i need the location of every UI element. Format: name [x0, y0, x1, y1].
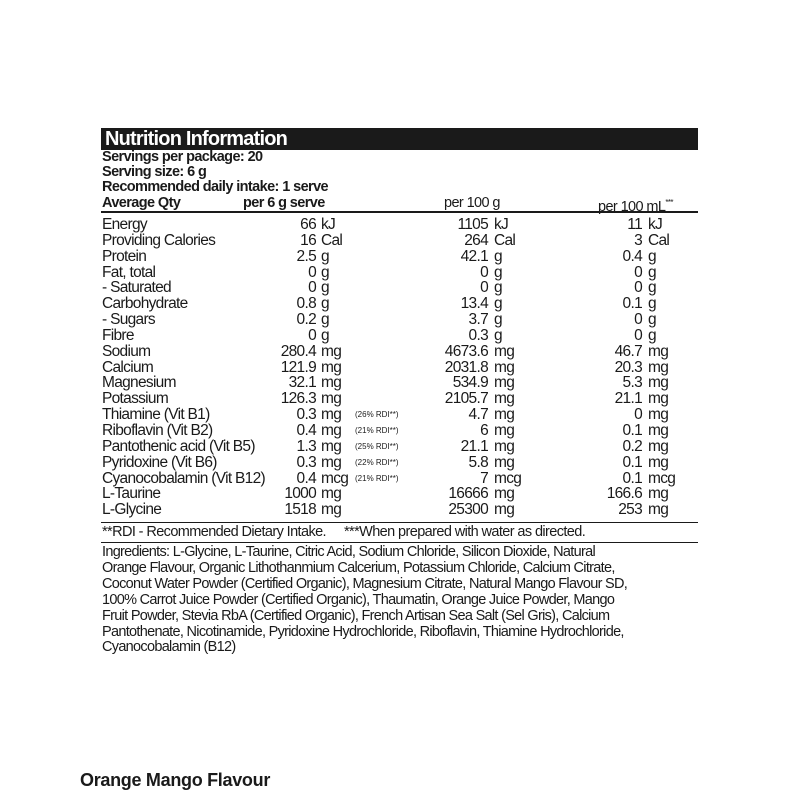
per-100ml-value: 3 [634, 231, 642, 249]
nutrient-row [101, 486, 698, 502]
header-per-serve: per 6 g serve [243, 195, 325, 211]
per-100g-value: 4673.6 [444, 342, 488, 360]
per-100ml-unit: mg [648, 437, 669, 455]
per-serve-value: 0.2 [296, 311, 316, 329]
nutrient-row [101, 423, 698, 439]
per-serve-value: 1000 [284, 485, 316, 503]
per-100ml-value: 0 [634, 263, 642, 281]
per-100ml-unit: g [648, 326, 656, 344]
rdi-percent: (21% RDI**) [355, 473, 399, 483]
per-100ml-value: 0.1 [622, 453, 642, 471]
per-serve-unit: mg [321, 374, 342, 392]
per-100g-unit: mg [494, 358, 515, 376]
nutrient-name: Pantothenic acid (Vit B5) [102, 437, 255, 455]
per-100ml-value: 5.3 [622, 374, 642, 392]
per-100g-value: 21.1 [460, 437, 488, 455]
per-100ml-value: 166.6 [606, 485, 642, 503]
footnote-rdi: **RDI - Recommended Dietary Intake. [102, 524, 326, 541]
nutrient-row [101, 249, 698, 265]
divider [101, 522, 698, 523]
per-100ml-value: 0.1 [622, 295, 642, 313]
per-100ml-unit: mg [648, 485, 669, 503]
nutrient-name: Magnesium [102, 374, 176, 392]
nutrient-name: Cyanocobalamin (Vit B12) [102, 469, 265, 487]
per-100g-unit: mg [494, 501, 515, 519]
per-100ml-value: 0 [634, 311, 642, 329]
header-average-qty: Average Qty [102, 195, 181, 211]
nutrient-rows [101, 213, 698, 518]
rdi-percent: (25% RDI**) [355, 441, 399, 451]
per-serve-value: 0.8 [296, 295, 316, 313]
per-100g-unit: mg [494, 437, 515, 455]
per-serve-value: 0 [308, 263, 316, 281]
nutrient-name: Energy [102, 216, 147, 233]
per-100ml-unit: mg [648, 501, 669, 519]
per-100g-unit: g [494, 311, 502, 329]
per-100g-unit: mg [494, 406, 515, 424]
per-100g-unit: Cal [494, 231, 516, 249]
per-serve-unit: mcg [321, 469, 349, 487]
per-100ml-unit: g [648, 295, 656, 313]
per-serve-value: 280.4 [280, 342, 316, 360]
per-100ml-unit: g [648, 247, 656, 265]
per-serve-unit: g [321, 295, 329, 313]
per-serve-unit: Cal [321, 231, 343, 249]
nutrient-row [101, 217, 698, 233]
per-serve-unit: g [321, 279, 329, 297]
per-serve-unit: mg [321, 453, 342, 471]
per-100g-unit: g [494, 279, 502, 297]
per-100g-value: 0.3 [468, 326, 488, 344]
nutrient-row [101, 233, 698, 249]
per-serve-unit: mg [321, 501, 342, 519]
servings-per-package: Servings per package: 20 [102, 149, 263, 165]
rdi-percent: (26% RDI**) [355, 410, 399, 420]
nutrient-name: Fat, total [102, 263, 156, 281]
nutrient-name: Potassium [102, 390, 169, 408]
nutrient-name: Fibre [102, 326, 134, 344]
nutrient-row [101, 360, 698, 376]
per-serve-value: 0.3 [296, 406, 316, 424]
per-100ml-value: 0.1 [622, 469, 642, 487]
per-100ml-value: 0 [634, 279, 642, 297]
per-serve-value: 2.5 [296, 247, 316, 265]
nutrient-row [101, 328, 698, 344]
per-100ml-unit: g [648, 279, 656, 297]
nutrition-panel [101, 128, 698, 656]
per-100ml-value: 20.3 [614, 358, 642, 376]
per-100g-unit: g [494, 326, 502, 344]
per-serve-value: 0.4 [296, 469, 316, 487]
per-100g-value: 13.4 [460, 295, 488, 313]
per-100ml-unit: mcg [648, 469, 676, 487]
per-serve-value: 0 [308, 326, 316, 344]
per-100ml-unit: mg [648, 390, 669, 408]
panel-title: Nutrition Information [101, 128, 698, 150]
header-per-100ml-note: *** [665, 198, 673, 207]
nutrient-name: L-Glycine [102, 501, 162, 519]
per-serve-unit: mg [321, 437, 342, 455]
rdi-percent: (22% RDI**) [355, 457, 399, 467]
per-serve-unit: g [321, 326, 329, 344]
nutrient-row [101, 391, 698, 407]
per-serve-value: 121.9 [280, 358, 316, 376]
per-100g-value: 4.7 [468, 406, 488, 424]
nutrient-name: Carbohydrate [102, 295, 188, 313]
per-serve-unit: mg [321, 406, 342, 424]
per-serve-unit: mg [321, 485, 342, 503]
per-100ml-unit: mg [648, 421, 669, 439]
nutrient-name: Calcium [102, 358, 154, 376]
per-100g-value: 534.9 [452, 374, 488, 392]
per-serve-unit: mg [321, 342, 342, 360]
per-100g-unit: mg [494, 453, 515, 471]
per-serve-unit: g [321, 263, 329, 281]
nutrient-row [101, 455, 698, 471]
nutrient-name: - Saturated [102, 279, 171, 297]
per-100g-value: 2031.8 [444, 358, 488, 376]
per-100ml-value: 0.1 [622, 421, 642, 439]
per-100ml-unit: mg [648, 453, 669, 471]
per-100g-value: 42.1 [460, 247, 488, 265]
per-100ml-unit: mg [648, 358, 669, 376]
per-100g-unit: mg [494, 342, 515, 360]
per-100ml-value: 0.2 [622, 437, 642, 455]
per-100ml-value: 46.7 [614, 342, 642, 360]
nutrient-row [101, 280, 698, 296]
nutrient-row [101, 344, 698, 360]
per-100ml-unit: Cal [648, 231, 670, 249]
nutrient-row [101, 502, 698, 518]
nutrient-row [101, 296, 698, 312]
per-serve-value: 66 [300, 216, 316, 233]
per-serve-value: 0.3 [296, 453, 316, 471]
per-100ml-unit: kJ [648, 216, 663, 233]
per-serve-unit: kJ [321, 216, 336, 233]
per-serve-value: 32.1 [288, 374, 316, 392]
per-serve-unit: mg [321, 390, 342, 408]
nutrient-name: Riboflavin (Vit B2) [102, 421, 213, 439]
rdi-percent: (21% RDI**) [355, 425, 399, 435]
ingredients-text: Ingredients: L-Glycine, L-Taurine, Citric Acid, Sodium Chloride, Silicon Dioxide, Natural Orange Flavour, Organic Lithothanmium Calcerium, Potassium Chloride, Calcium Citrate, Coconut Water Powder (Certified Organic), Magnesium Citrate, Natural Mango Flavour SD, 100% Carrot Juice Powder (Certified Organic), Thaumatin, Orange Juice Powder, Mango Fruit Powder, Stevia RbA (Certified Organic), French Artisan Sea Salt (Sel Gris), Calcium Pantothenate, Nicotinamide, Pyridoxine Hydrochloride, Riboflavin, Thiamine Hydrochloride, Cyanocobalamin (B12) [102, 544, 628, 656]
per-100ml-unit: g [648, 263, 656, 281]
header-per-100ml [598, 195, 673, 215]
nutrient-row [101, 407, 698, 423]
per-100g-value: 2105.7 [444, 390, 488, 408]
nutrient-row [101, 312, 698, 328]
per-100g-value: 7 [480, 469, 488, 487]
per-100g-unit: g [494, 247, 502, 265]
per-100g-unit: kJ [494, 216, 509, 233]
per-100ml-value: 11 [627, 216, 642, 233]
per-100g-value: 1105 [457, 216, 488, 233]
footnote-water: ***When prepared with water as directed. [344, 524, 586, 541]
per-100g-value: 0 [480, 279, 488, 297]
nutrient-name: Thiamine (Vit B1) [102, 406, 210, 424]
per-100ml-value: 0.4 [622, 247, 642, 265]
footnotes [101, 525, 698, 540]
per-100g-value: 264 [464, 231, 488, 249]
nutrient-name: Protein [102, 247, 147, 265]
per-serve-value: 126.3 [280, 390, 316, 408]
per-100g-value: 6 [480, 421, 488, 439]
per-100ml-unit: mg [648, 374, 669, 392]
header-per-100ml-label: per 100 mL [598, 198, 666, 215]
per-serve-value: 1.3 [296, 437, 316, 455]
per-100g-value: 5.8 [468, 453, 488, 471]
nutrient-name: Sodium [102, 342, 151, 360]
per-serve-value: 16 [300, 231, 316, 249]
per-100ml-unit: mg [648, 406, 669, 424]
per-100g-unit: mg [494, 390, 515, 408]
nutrient-name: - Sugars [102, 311, 155, 329]
per-serve-unit: mg [321, 421, 342, 439]
per-100g-unit: mg [494, 485, 515, 503]
nutrient-row [101, 439, 698, 455]
per-100g-unit: mg [494, 421, 515, 439]
per-serve-unit: g [321, 311, 329, 329]
per-serve-unit: mg [321, 358, 342, 376]
per-100ml-value: 21.1 [614, 390, 642, 408]
per-serve-value: 0.4 [296, 421, 316, 439]
per-100g-value: 25300 [448, 501, 488, 519]
per-100g-unit: mg [494, 374, 515, 392]
nutrient-name: Providing Calories [102, 231, 216, 249]
nutrient-name: Pyridoxine (Vit B6) [102, 453, 217, 471]
per-100ml-value: 0 [634, 406, 642, 424]
nutrient-name: L-Taurine [102, 485, 161, 503]
per-100g-value: 3.7 [468, 311, 488, 329]
divider [101, 542, 698, 543]
flavour-label: Orange Mango Flavour [80, 770, 271, 790]
per-100g-unit: g [494, 263, 502, 281]
per-serve-value: 0 [308, 279, 316, 297]
per-100ml-value: 0 [634, 326, 642, 344]
nutrient-row [101, 375, 698, 391]
per-100ml-unit: mg [648, 342, 669, 360]
nutrient-row [101, 471, 698, 487]
per-100g-value: 16666 [448, 485, 488, 503]
per-serve-unit: g [321, 247, 329, 265]
per-100ml-unit: g [648, 311, 656, 329]
per-100g-unit: mcg [494, 469, 522, 487]
column-header-row [101, 195, 698, 213]
per-100g-value: 0 [480, 263, 488, 281]
serving-size: Serving size: 6 g [102, 164, 207, 180]
header-per-100g: per 100 g [444, 195, 500, 211]
per-serve-value: 1518 [284, 501, 316, 519]
nutrient-row [101, 265, 698, 281]
per-100ml-value: 253 [618, 501, 642, 519]
recommended-intake: Recommended daily intake: 1 serve [102, 179, 328, 195]
per-100g-unit: g [494, 295, 502, 313]
